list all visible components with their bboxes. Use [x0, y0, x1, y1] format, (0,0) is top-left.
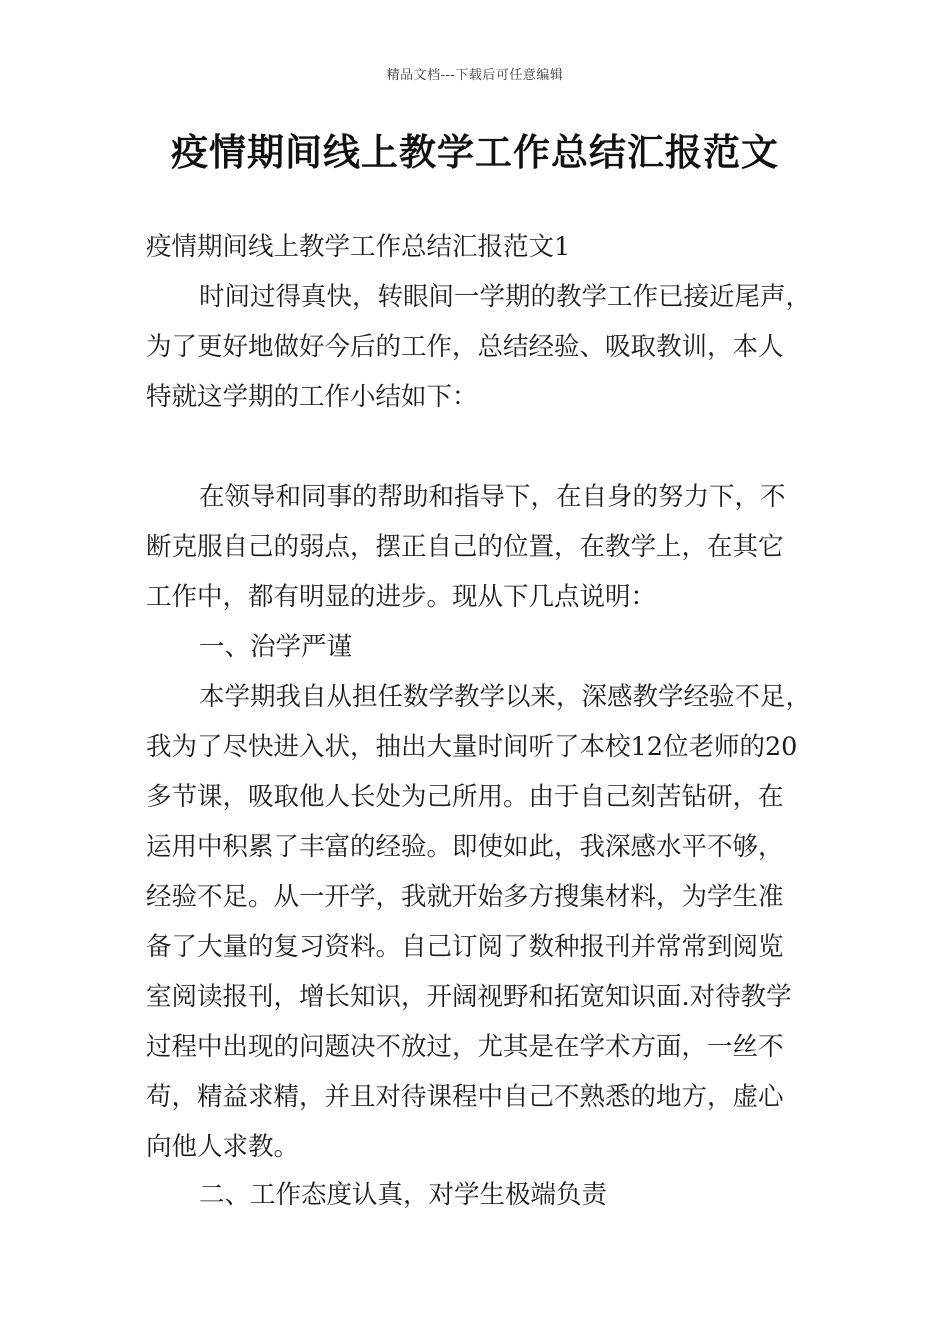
paragraph-line: 向他人求教。: [146, 1132, 300, 1162]
paragraph-line: 苟，精益求精，并且对待课程中自己不熟悉的地方，虚心: [146, 1082, 784, 1112]
paragraph-line: 时间过得真快，转眼间一学期的教学工作已接近尾声，: [199, 282, 812, 312]
paragraph-line: 为了更好地做好今后的工作，总结经验、吸取教训，本人: [146, 332, 784, 362]
paragraph-line: 在领导和同事的帮助和指导下，在自身的努力下，不: [199, 482, 786, 512]
paragraph-line: 本学期我自从担任数学教学以来，深感教学经验不足，: [199, 682, 812, 712]
document-title: 疫情期间线上教学工作总结汇报范文: [171, 131, 779, 174]
document-body-top: [146, 222, 826, 422]
document-body-bottom: [146, 1170, 826, 1220]
document-body-main: [146, 472, 826, 1172]
paragraph-line: 断克服自己的弱点，摆正自己的位置，在教学上，在其它: [146, 532, 784, 562]
paragraph-line: 经验不足。从一开学，我就开始多方搜集材料，为学生准: [146, 882, 784, 912]
section-subtitle: 疫情期间线上教学工作总结汇报范文1: [146, 232, 571, 262]
paragraph-line: 过程中出现的问题决不放过，尤其是在学术方面，一丝不: [146, 1032, 784, 1062]
header-note: 精品文档---下载后可任意编辑: [386, 68, 564, 83]
paragraph-line: 多节课，吸取他人长处为己所用。由于自己刻苦钻研，在: [146, 782, 784, 812]
paragraph-line: 特就这学期的工作小结如下：: [146, 382, 478, 412]
section-heading: 二、工作态度认真，对学生极端负责: [199, 1180, 608, 1210]
paragraph-line: 我为了尽快进入状，抽出大量时间听了本校12位老师的20: [146, 732, 798, 762]
paragraph-line: 工作中，都有明显的进步。现从下几点说明：: [146, 582, 657, 612]
paragraph-line: 室阅读报刊，增长知识，开阔视野和拓宽知识面.对待教学: [146, 982, 792, 1012]
section-heading: 一、治学严谨: [199, 632, 353, 662]
paragraph-line: 运用中积累了丰富的经验。即使如此，我深感水平不够，: [146, 832, 784, 862]
paragraph-line: 备了大量的复习资料。自己订阅了数种报刊并常常到阅览: [146, 932, 784, 962]
